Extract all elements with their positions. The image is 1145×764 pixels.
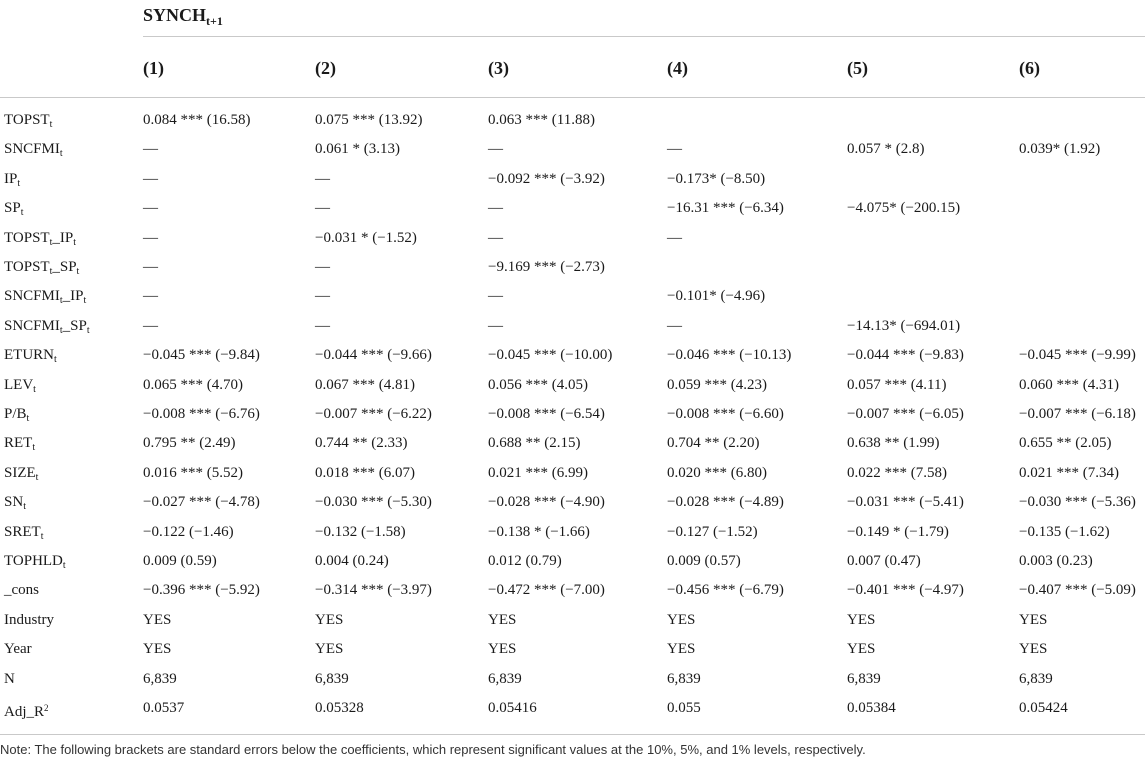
table-cell: 6,839: [1019, 670, 1053, 687]
table-cell: −14.13* (−694.01): [847, 317, 961, 334]
column-header: (4): [667, 58, 688, 78]
table-cell: −0.132 (−1.58): [315, 523, 406, 540]
row-label: [4, 635, 32, 664]
table-cell: —: [143, 229, 158, 246]
table-cell: 0.0537: [143, 700, 185, 716]
row-label-text: ETURN: [4, 347, 54, 364]
table-cell: 0.021 *** (6.99): [488, 464, 588, 481]
table-cell: −0.028 *** (−4.89): [667, 494, 784, 511]
table-cell: −0.007 *** (−6.18): [1019, 406, 1136, 422]
row-label-text: SNCFMI: [4, 317, 60, 334]
row-label-text: SN: [4, 494, 24, 511]
table-cell: −0.044 *** (−9.83): [847, 347, 964, 364]
table-cell: 0.055: [667, 700, 701, 716]
table-cell: −9.169 *** (−2.73): [488, 259, 605, 275]
table-cell: —: [143, 259, 158, 275]
row-label: [4, 400, 29, 433]
table-cell: −0.044 *** (−9.66): [315, 347, 432, 364]
table-cell: −0.135 (−1.62): [1019, 523, 1110, 540]
row-label-text: SIZE: [4, 464, 36, 481]
row-label: [4, 665, 15, 694]
table-cell: YES: [488, 641, 517, 658]
column-header: (1): [143, 58, 164, 78]
row-label-subscript: t: [49, 236, 53, 248]
row-label-superscript: 2: [44, 703, 49, 713]
table-bottom-rule: [0, 734, 1145, 735]
table-cell: 0.655 ** (2.05): [1019, 435, 1112, 452]
dependent-variable-subscript: t+1: [206, 14, 223, 28]
table-row: [0, 194, 1145, 223]
table-cell: 0.061 * (3.13): [315, 141, 400, 158]
table-row: [0, 341, 1145, 370]
table-cell: 0.016 *** (5.52): [143, 464, 243, 481]
table-row: [0, 429, 1145, 458]
table-cell: −0.138 * (−1.66): [488, 523, 590, 540]
table-cell: −0.007 *** (−6.22): [315, 406, 432, 422]
row-label-subscript: t: [26, 413, 30, 424]
table-cell: YES: [315, 611, 344, 628]
table-cell: —: [315, 317, 330, 334]
table-row: [0, 371, 1145, 400]
row-label: [4, 371, 36, 404]
table-cell: −16.31 *** (−6.34): [667, 200, 784, 217]
table-cell: −0.173* (−8.50): [667, 170, 766, 187]
column-header: (5): [847, 58, 868, 78]
table-cell: YES: [847, 641, 876, 658]
table-cell: YES: [143, 611, 172, 628]
table-cell: −0.045 *** (−10.00): [488, 347, 613, 364]
table-cell: −4.075* (−200.15): [847, 200, 961, 217]
table-cell: —: [667, 229, 682, 246]
row-label: [4, 253, 79, 286]
row-label: [4, 106, 52, 139]
table-cell: —: [488, 288, 503, 305]
table-cell: —: [667, 141, 682, 158]
row-label-subscript: t: [76, 266, 80, 277]
table-row: [0, 224, 1145, 253]
table-cell: −0.030 *** (−5.30): [315, 494, 432, 511]
row-label: [4, 488, 26, 521]
row-label-subscript: t: [59, 295, 63, 307]
row-label-text: Year: [4, 641, 32, 658]
table-cell: −0.045 *** (−9.99): [1019, 347, 1136, 364]
row-label: [4, 606, 54, 635]
table-cell: −0.028 *** (−4.90): [488, 494, 605, 511]
row-label-subscript: t: [54, 354, 57, 366]
table-cell: −0.045 *** (−9.84): [143, 347, 260, 364]
table-cell: 0.795 ** (2.49): [143, 435, 236, 452]
dependent-variable-name: SYNCH: [143, 5, 207, 25]
row-label-text: SNCFMI: [4, 141, 60, 158]
table-cell: 0.009 (0.59): [143, 553, 217, 569]
table-cell: −0.101* (−4.96): [667, 288, 766, 305]
row-label-text: TOPHLD: [4, 553, 63, 569]
row-label-text: SNCFMI: [4, 288, 60, 305]
table-cell: 0.067 *** (4.81): [315, 376, 415, 393]
table-cell: 0.744 ** (2.33): [315, 435, 408, 452]
row-label-subscript: t: [49, 266, 53, 277]
table-cell: 0.05384: [847, 700, 896, 716]
row-label-subscript: t: [59, 324, 63, 336]
table-cell: 0.009 (0.57): [667, 553, 741, 569]
row-label: [4, 282, 86, 315]
table-row: [0, 518, 1145, 547]
row-label-text: IP: [4, 170, 18, 187]
row-label-text: _IP: [52, 229, 74, 246]
table-cell: —: [315, 200, 330, 217]
table-cell: 0.05328: [315, 700, 364, 716]
row-label-subscript: t: [23, 501, 26, 513]
table-row: [0, 547, 1145, 576]
table-row: [0, 106, 1145, 135]
table-cell: −0.030 *** (−5.36): [1019, 494, 1136, 511]
row-label-text: _SP: [62, 317, 87, 334]
row-label-text: LEV: [4, 376, 34, 393]
table-cell: 0.05416: [488, 700, 537, 716]
table-cell: 6,839: [143, 670, 177, 687]
row-label-text: RET: [4, 435, 33, 452]
row-label-text: N: [4, 670, 15, 687]
table-cell: 6,839: [667, 670, 701, 687]
row-label: [4, 429, 35, 462]
column-header: (2): [315, 58, 336, 78]
table-cell: —: [488, 141, 503, 158]
row-label: [4, 459, 38, 492]
row-label: [4, 518, 43, 551]
row-label: [4, 194, 23, 227]
row-label-subscript: t: [83, 295, 87, 307]
table-cell: YES: [143, 641, 172, 658]
table-cell: —: [315, 288, 330, 305]
table-row: [0, 253, 1145, 282]
row-label-text: TOPST: [4, 259, 50, 275]
row-label-text: Adj_R: [4, 704, 45, 720]
table-cell: YES: [1019, 641, 1048, 658]
table-cell: −0.008 *** (−6.76): [143, 406, 260, 422]
table-cell: 0.007 (0.47): [847, 553, 921, 569]
table-cell: 6,839: [488, 670, 522, 687]
table-cell: 0.004 (0.24): [315, 553, 389, 569]
table-row: [0, 606, 1145, 635]
table-row: [0, 488, 1145, 517]
table-cell: 0.075 *** (13.92): [315, 112, 423, 128]
table-cell: YES: [667, 641, 696, 658]
table-cell: —: [143, 200, 158, 217]
table-cell: 0.638 ** (1.99): [847, 435, 940, 452]
table-cell: −0.401 *** (−4.97): [847, 582, 964, 599]
table-cell: 0.018 *** (6.07): [315, 464, 415, 481]
row-label-subscript: t: [59, 148, 63, 160]
table-row: [0, 665, 1145, 694]
table-cell: YES: [488, 611, 517, 628]
table-row: [0, 635, 1145, 664]
table-row: [0, 576, 1145, 605]
dependent-variable-header: [143, 2, 223, 34]
table-cell: 0.057 *** (4.11): [847, 376, 947, 393]
row-label-subscript: t: [62, 560, 66, 571]
table-cell: 0.059 *** (4.23): [667, 376, 767, 393]
row-label-subscript: t: [32, 442, 36, 454]
header-rule-top: [143, 36, 1145, 37]
table-cell: 0.020 *** (6.80): [667, 464, 767, 481]
row-label-text: TOPST: [4, 112, 50, 128]
table-cell: —: [143, 170, 158, 187]
row-label-subscript: t: [73, 236, 76, 248]
table-cell: −0.127 (−1.52): [667, 523, 758, 540]
table-cell: —: [143, 288, 158, 305]
table-row: [0, 312, 1145, 341]
row-label: [4, 135, 63, 168]
table-cell: —: [488, 229, 503, 246]
row-label-text: Industry: [4, 611, 54, 628]
table-row: [0, 400, 1145, 429]
table-cell: —: [315, 259, 330, 275]
row-label-text: SP: [4, 200, 21, 217]
header-rule-bottom: [0, 97, 1145, 98]
table-cell: 6,839: [847, 670, 881, 687]
table-cell: —: [488, 317, 503, 334]
row-label: [4, 312, 90, 345]
table-cell: —: [488, 200, 503, 217]
table-cell: −0.007 *** (−6.05): [847, 406, 964, 422]
table-cell: 0.063 *** (11.88): [488, 112, 595, 128]
table-cell: −0.092 *** (−3.92): [488, 170, 605, 187]
row-label-subscript: t: [49, 119, 53, 130]
column-header: (3): [488, 58, 509, 78]
table-cell: −0.008 *** (−6.60): [667, 406, 784, 422]
row-label-subscript: t: [20, 207, 24, 219]
row-label-text: TOPST: [4, 229, 50, 246]
row-label: [4, 576, 39, 605]
column-header: (6): [1019, 58, 1040, 78]
table-note: Note: The following brackets are standard errors below the coefficients, which represent significant values at the 10%, 5%, and 1% levels, respectively.: [0, 742, 866, 757]
table-row: [0, 694, 1145, 723]
table-cell: −0.027 *** (−4.78): [143, 494, 260, 511]
row-label: [4, 341, 57, 374]
table-cell: −0.031 *** (−5.41): [847, 494, 964, 511]
table-cell: 0.688 ** (2.15): [488, 435, 581, 452]
table-cell: 0.05424: [1019, 700, 1068, 716]
table-cell: −0.472 *** (−7.00): [488, 582, 605, 599]
table-cell: —: [315, 170, 330, 187]
row-label: [4, 694, 49, 727]
table-cell: 0.084 *** (16.58): [143, 112, 251, 128]
row-label-subscript: t: [86, 324, 90, 336]
table-cell: 0.704 ** (2.20): [667, 435, 760, 452]
row-label-subscript: t: [17, 177, 21, 189]
table-cell: −0.122 (−1.46): [143, 523, 234, 540]
row-label-text: _cons: [4, 582, 39, 599]
table-cell: YES: [315, 641, 344, 658]
table-cell: —: [667, 317, 682, 334]
table-row: [0, 165, 1145, 194]
table-cell: —: [143, 317, 158, 334]
row-label: [4, 165, 20, 198]
row-label-text: _SP: [52, 259, 77, 275]
table-row: [0, 282, 1145, 311]
table-cell: −0.031 * (−1.52): [315, 229, 417, 246]
table-cell: −0.149 * (−1.79): [847, 523, 949, 540]
table-cell: —: [143, 141, 158, 158]
row-label-text: SRET: [4, 523, 41, 540]
row-label: [4, 224, 76, 257]
table-cell: −0.314 *** (−3.97): [315, 582, 432, 599]
table-cell: −0.046 *** (−10.13): [667, 347, 792, 364]
row-label-subscript: t: [33, 383, 36, 395]
table-row: [0, 459, 1145, 488]
table-cell: YES: [667, 611, 696, 628]
table-cell: 0.056 *** (4.05): [488, 376, 588, 393]
row-label-subscript: t: [35, 471, 39, 483]
table-cell: 0.003 (0.23): [1019, 553, 1093, 569]
table-cell: 6,839: [315, 670, 349, 687]
table-cell: −0.456 *** (−6.79): [667, 582, 784, 599]
table-cell: 0.060 *** (4.31): [1019, 376, 1119, 393]
row-label-text: _IP: [62, 288, 84, 305]
table-row: [0, 135, 1145, 164]
table-cell: 0.022 *** (7.58): [847, 464, 947, 481]
row-label-subscript: t: [40, 530, 44, 542]
table-cell: YES: [1019, 611, 1048, 628]
table-cell: −0.008 *** (−6.54): [488, 406, 605, 422]
row-label: [4, 547, 66, 580]
table-cell: 0.057 * (2.8): [847, 141, 925, 158]
table-cell: YES: [847, 611, 876, 628]
row-label-text: P/B: [4, 406, 27, 422]
table-cell: 0.065 *** (4.70): [143, 376, 243, 393]
table-cell: −0.407 *** (−5.09): [1019, 582, 1136, 599]
table-cell: 0.012 (0.79): [488, 553, 562, 569]
table-cell: 0.021 *** (7.34): [1019, 464, 1119, 481]
table-cell: 0.039* (1.92): [1019, 141, 1101, 158]
table-cell: −0.396 *** (−5.92): [143, 582, 260, 599]
